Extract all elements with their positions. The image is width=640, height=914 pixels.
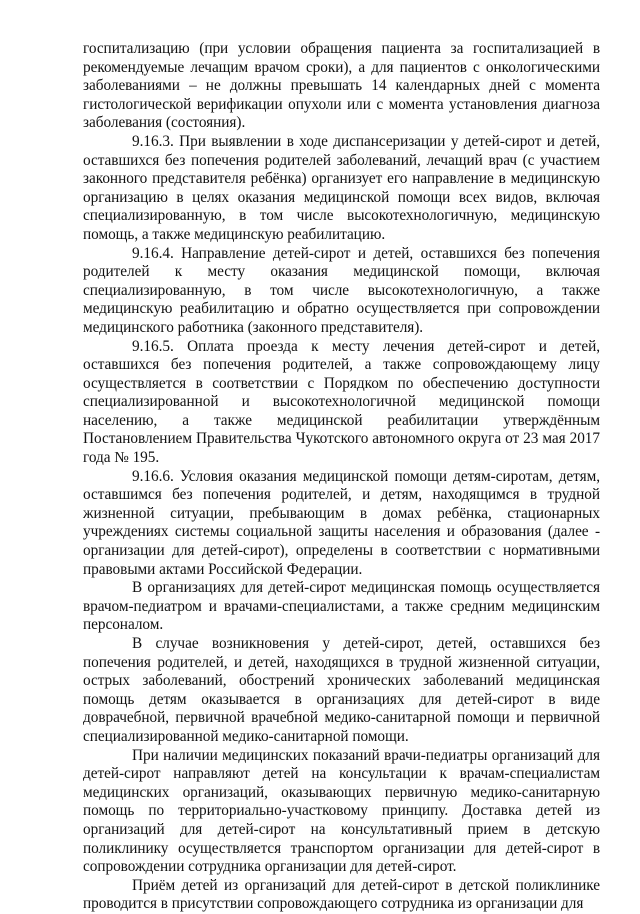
paragraph-acute-diseases: В случае возникновения у детей-сирот, детей, оставшихся без попечения родителей, и детей, находящихся в трудной жизненной ситуации, острых заболеваний, обострений хронических заболеваний медицинская помощь детям оказывается в организациях для детей-сирот в виде доврачебной, первичной врачебной медико-санитарной помощи и первичной специализированной медико-санитарной помощи. [83,635,600,745]
paragraph-consultations: При наличии медицинских показаний врачи-педиатры организаций для детей-сирот направляют детей на консультации к врачам-специалистам медицинских организаций, оказывающих первичную медико-санитарную помощь по территориально-участковому принципу. Доставка детей из организаций для детей-сирот на консультативный прием в детскую поликлинику осуществляется транспортом организации для детей-сирот в сопровождении сотрудника организации для детей-сирот. [83,746,600,876]
paragraph-9-16-3: 9.16.3. При выявлении в ходе диспансеризации у детей-сирот и детей, оставшихся без попечения родителей заболеваний, лечащий врач (с участием законного представителя ребёнка) организует его направление в медицинскую организацию в целях оказания медицинской помощи всех видов, включая специализированную, в том числе высокотехнологичную, медицинскую помощь, а также медицинскую реабилитацию. [83,132,600,243]
paragraph-9-16-4: 9.16.4. Направление детей-сирот и детей, оставшихся без попечения родителей к месту оказания медицинской помощи, включая специализированную, в том числе высокотехнологичную, а также медицинскую реабилитацию и обратно осуществляется при сопровождении медицинского работника (законного представителя). [83,244,600,336]
paragraph-9-16-5: 9.16.5. Оплата проезда к месту лечения детей-сирот и детей, оставшихся без попечения родителей, а также сопровождающему лицу осуществляется в соответствии с Порядком по обеспечению доступности специализированной и высокотехнологичной медицинской помощи населению, а также медицинской реабилитации утверждённым Постановлением Правительства Чукотского автономного округа от 23 мая 2017 года № 195. [83,337,600,467]
paragraph-9-16-6: 9.16.6. Условия оказания медицинской помощи детям-сиротам, детям, оставшимся без попечения родителей, и детям, находящимся в трудной жизненной ситуации, пребывающим в домах ребёнка, стационарных учреждениях системы социальной защиты населения и образования (далее - организации для детей-сирот), определены в соответствии с нормативными правовыми актами Российской Федерации. [83,467,600,578]
paragraph-reception: Приём детей из организаций для детей-сирот в детской поликлинике проводится в присутствии сопровождающего сотрудника из организации для [83,876,600,913]
paragraph-continuation: госпитализацию (при условии обращения пациента за госпитализацией в рекомендуемые лечащим врачом сроки), а для пациентов с онкологическими заболеваниями – не должны превышать 14 календарных дней с момента гистологической верификации опухоли или с момента установления диагноза заболевания (состояния). [83,40,600,132]
paragraph-medical-staff: В организациях для детей-сирот медицинская помощь осуществляется врачом-педиатром и врачами-специалистами, а также средним медицинским персоналом. [83,579,600,634]
